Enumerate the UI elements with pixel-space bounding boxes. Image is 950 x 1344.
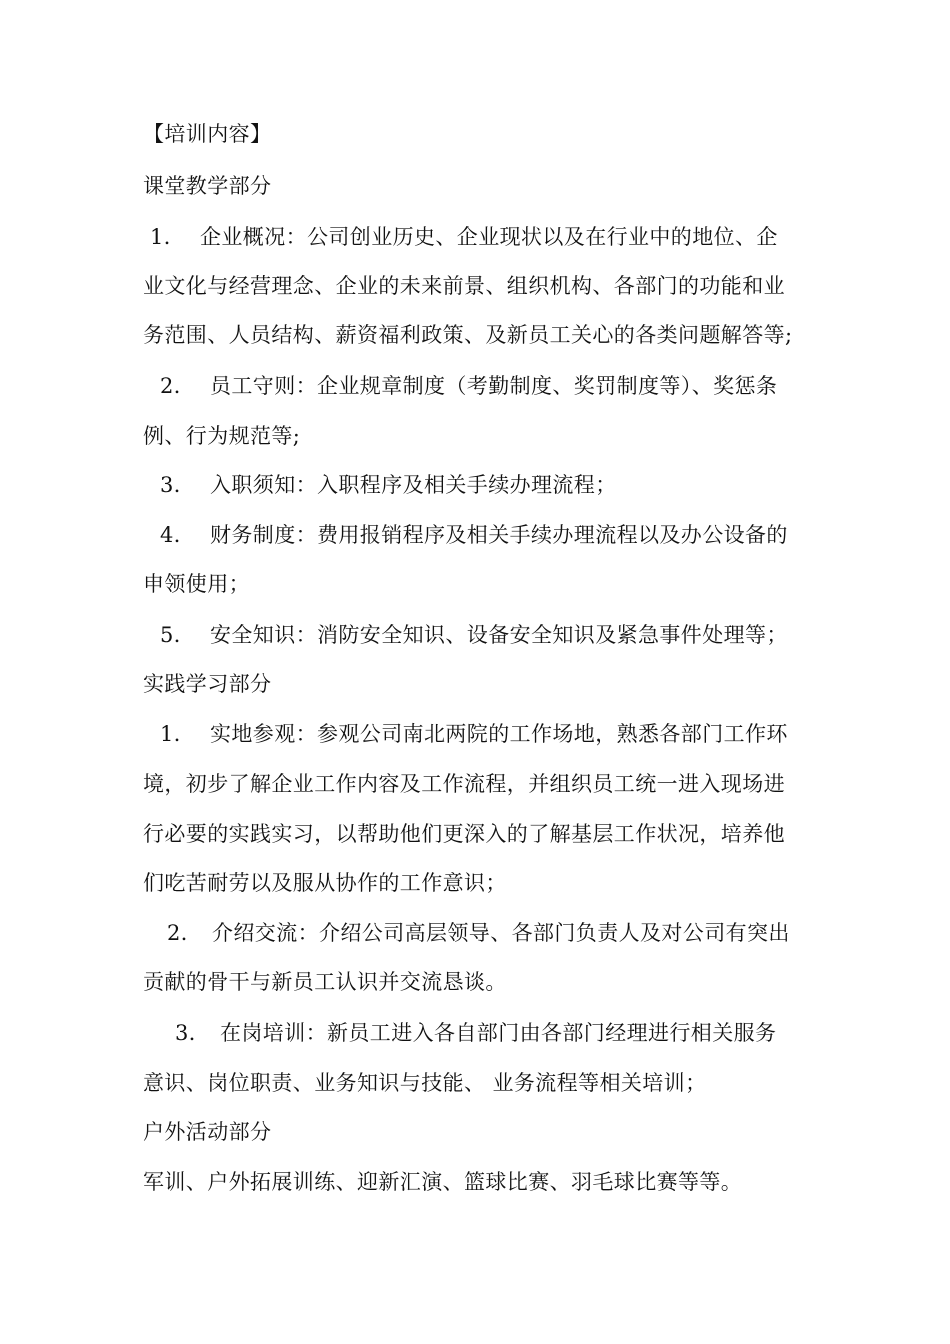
item-number: 1．: [150, 225, 186, 249]
item-text: 在岗培训：新员工进入各自部门由各部门经理进行相关服务: [220, 1021, 777, 1045]
classroom-item-1-line-1: [150, 225, 778, 249]
item-text: 企业概况：公司创业历史、企业现状以及在行业中的地位、企: [200, 225, 778, 249]
outdoor-content: 军训、户外拓展训练、迎新汇演、篮球比赛、羽毛球比赛等等。: [143, 1170, 743, 1194]
practice-item-2-line-1: [167, 921, 790, 945]
item-number: 2．: [160, 374, 196, 398]
practice-item-2-line-2: 贡献的骨干与新员工认识并交流恳谈。: [143, 970, 507, 994]
classroom-item-4-line-2: 申领使用；: [143, 572, 250, 596]
practice-item-1-line-2: 境，初步了解企业工作内容及工作流程，并组织员工统一进入现场进: [143, 772, 785, 796]
item-text: 员工守则：企业规章制度（考勤制度、奖罚制度等）、奖惩条: [210, 374, 778, 398]
practice-item-1-line-3: 行必要的实践实习，以帮助他们更深入的了解基层工作状况，培养他: [143, 822, 785, 846]
classroom-item-1-line-3: 务范围、人员结构、薪资福利政策、及新员工关心的各类问题解答等;: [143, 323, 793, 347]
item-text: 介绍交流：介绍公司高层领导、各部门负责人及对公司有突出: [212, 921, 790, 945]
classroom-item-2-line-2: 例、行为规范等;: [143, 424, 301, 448]
practice-title: 实践学习部分: [143, 672, 272, 696]
classroom-item-3-line-1: [160, 473, 617, 497]
item-text: 入职须知：入职程序及相关手续办理流程；: [210, 473, 617, 497]
item-text: 安全知识：消防安全知识、设备安全知识及紧急事件处理等；: [210, 623, 788, 647]
item-number: 3．: [175, 1021, 211, 1045]
item-number: 3．: [160, 473, 196, 497]
classroom-title: 课堂教学部分: [143, 174, 272, 198]
section-heading: 【培训内容】: [143, 122, 272, 146]
item-number: 1．: [160, 722, 196, 746]
item-number: 2．: [167, 921, 203, 945]
item-number: 4．: [160, 523, 196, 547]
outdoor-title: 户外活动部分: [143, 1120, 272, 1144]
classroom-item-4-line-1: [160, 523, 788, 547]
classroom-item-5-line-1: [160, 623, 788, 647]
item-text: 实地参观：参观公司南北两院的工作场地，熟悉各部门工作环: [210, 722, 788, 746]
item-number: 5．: [160, 623, 196, 647]
practice-item-1-line-4: 们吃苦耐劳以及服从协作的工作意识；: [143, 871, 507, 895]
practice-item-3-line-1: [175, 1021, 776, 1045]
item-text: 财务制度：费用报销程序及相关手续办理流程以及办公设备的: [210, 523, 788, 547]
classroom-item-2-line-1: [160, 374, 777, 398]
practice-item-1-line-1: [160, 722, 788, 746]
classroom-item-1-line-2: 业文化与经营理念、企业的未来前景、组织机构、各部门的功能和业: [143, 274, 785, 298]
practice-item-3-line-2: 意识、岗位职责、业务知识与技能、 业务流程等相关培训；: [143, 1071, 707, 1095]
